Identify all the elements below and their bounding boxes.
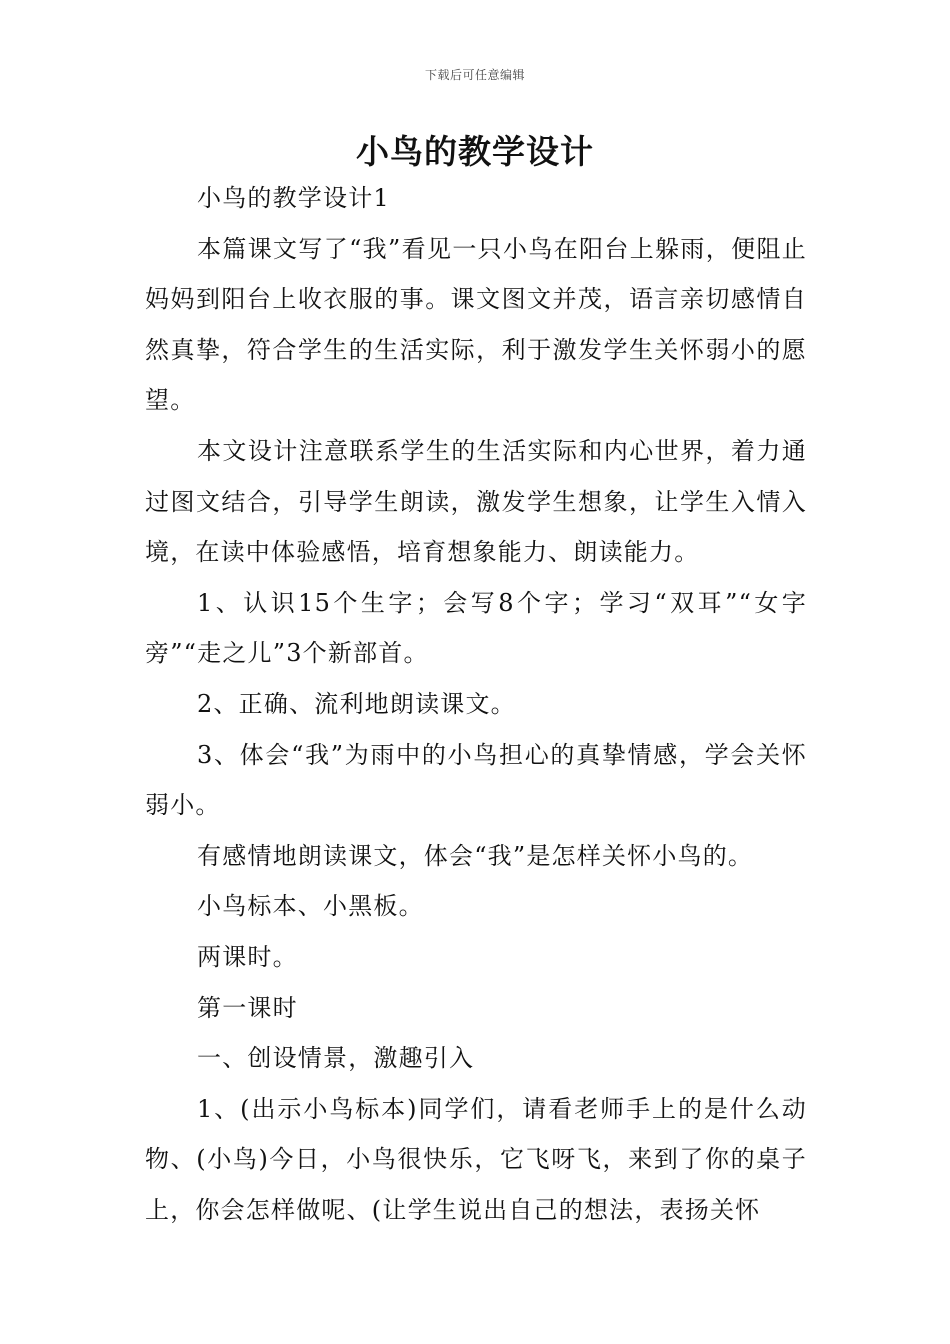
paragraph-design-intent: 本文设计注意联系学生的生活实际和内心世界，着力通过图文结合，引导学生朗读，激发学生想象，让学生入情入境，在读中体验感悟，培育想象能力、朗读能力。 xyxy=(145,436,807,567)
paragraph-step-1: 1、(出示小鸟标本)同学们，请看老师手上的是什么动物、(小鸟)今日，小鸟很快乐，它飞呀飞，来到了你的桌子上，你会怎样做呢、(让学生说出自己的想法，表扬关怀 xyxy=(145,1094,807,1224)
document-title: 小鸟的教学设计 xyxy=(356,132,594,171)
paragraph-goal-3: 3、体会“我”为雨中的小鸟担心的真挚情感，学会关怀弱小。 xyxy=(145,740,807,820)
download-note: 下载后可任意编辑 xyxy=(424,68,525,82)
paragraph-goal-1: 1、认识15个生字；会写8个字；学习“双耳”“女字旁”“走之儿”3个新部首。 xyxy=(145,588,807,668)
paragraph-lesson-heading: 第一课时 xyxy=(197,993,298,1022)
paragraph-materials: 小鸟标本、小黑板。 xyxy=(197,892,424,921)
paragraph-step-heading: 一、创设情景，激趣引入 xyxy=(197,1044,475,1073)
paragraph-section-heading: 小鸟的教学设计1 xyxy=(197,184,390,212)
document-body xyxy=(145,173,807,1235)
paragraph-key-point: 有感情地朗读课文，体会“我”是怎样关怀小鸟的。 xyxy=(197,841,754,870)
paragraph-duration: 两课时。 xyxy=(197,942,298,971)
paragraph-text-analysis: 本篇课文写了“我”看见一只小鸟在阳台上躲雨，便阻止妈妈到阳台上收衣服的事。课文图文并茂，语言亲切感情自然真挚，符合学生的生活实际，利于激发学生关怀弱小的愿望。 xyxy=(145,234,807,415)
paragraph-goal-2: 2、正确、流利地朗读课文。 xyxy=(197,689,516,718)
